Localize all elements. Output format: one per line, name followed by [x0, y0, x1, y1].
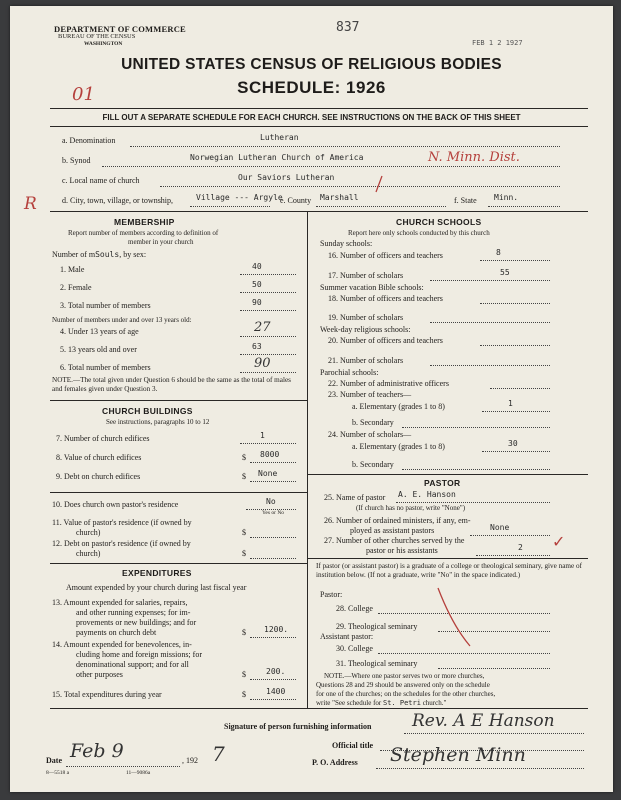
- q24b-label: b. Secondary: [352, 460, 394, 469]
- q13-line-4: payments on church debt: [76, 628, 157, 637]
- city-label: d. City, town, village, or township,: [62, 196, 174, 205]
- date-label: Date: [46, 756, 62, 765]
- q16-value: 8: [496, 248, 501, 257]
- membership-heading: MEMBERSHIP: [114, 217, 175, 227]
- q14-label: 14. Amount expended for benevolences, in-: [52, 640, 192, 649]
- q2-value: 50: [252, 280, 262, 289]
- margin-mark: 01: [72, 84, 95, 105]
- state-value: Minn.: [494, 193, 519, 202]
- membership-intro-2: member in your church: [128, 238, 194, 246]
- q24-label: 24. Number of scholars—: [328, 430, 412, 439]
- schedule-title: SCHEDULE: 1926: [237, 78, 386, 97]
- q9-value: None: [258, 469, 278, 478]
- year-prefix: , 192: [182, 756, 198, 765]
- q21-label: 21. Number of scholars: [328, 356, 404, 365]
- pastor-heading: PASTOR: [424, 478, 461, 488]
- weekday-schools-label: Week-day religious schools:: [320, 325, 411, 334]
- q13-label: 13. Amount expended for salaries, repairs,: [52, 598, 188, 607]
- q24a-label: a. Elementary (grades 1 to 8): [352, 442, 445, 451]
- red-tick-county: [372, 174, 386, 194]
- po-address-value: Stephen Minn: [390, 744, 526, 766]
- q14-dollar: $: [242, 670, 246, 679]
- schools-intro: Report here only schools conducted by this church: [348, 229, 490, 237]
- q1-value: 40: [252, 262, 262, 271]
- state-label: f. State: [454, 196, 477, 205]
- q26-label: 26. Number of ordained ministers, if any, em-: [324, 516, 471, 525]
- q5-label: 5. 13 years old and over: [60, 345, 137, 354]
- year-digit: 7: [212, 742, 225, 766]
- city-name: WASHINGTON: [84, 41, 123, 47]
- q22-label: 22. Number of administrative officers: [328, 379, 449, 388]
- q27-value: 2: [518, 543, 523, 552]
- synod-value: Norwegian Lutheran Church of America: [190, 153, 364, 162]
- q25-value: A. E. Hanson: [398, 490, 456, 499]
- census-schedule-page: DEPARTMENT OF COMMERCE BUREAU OF THE CENSUS WASHINGTON 837 FEB 1 2 1927 UNITED STATES CENSUS OF RELIGIOUS BODIES SCHEDULE: 1926 01 R FILL OUT A SEPARATE SCHEDULE FOR EACH CHURCH. SEE INSTRUCTIONS ON THE BACK OF THIS SHEET a. Denomination Lutheran b. Synod Norwegian Lutheran Church of America N. Minn. Dist. c. Local name of church Our Saviors Lutheran d. City, town, village, or township, Village --- Argyle e. County Marshall f. State Minn. MEMBERSHIP Report number of members according to definition of member in your church Number of mSouls, by sex: 1. Male 40 2. Female 50 3. Total number of members 90 Number of members under and over 13 years old: 4. Under 13 years of age 27 5. 13 years old and over 63 6. Total number of members 90 NOTE.—The total given under Question 6 should be the same as the total of males and females given under Question 3. CHURCH BUILDINGS See instructions, paragraphs 10 to 12 7. Number of church edifices 1 8. Value of church edifices $ 8000 9. Debt on church edifices $ None 10. Does church own pastor's residence No Yes or No 11. Value of pastor's residence (if owned by church) $ 12. Debt on pastor's residence (if owned by church) $ EXPENDITURES Amount expended by your church during last fiscal year 13. Amount expended for salaries, repairs, and other running expenses; for im- provements or new buildings; and for payments on church debt $ 1200. 14. Amount expended for benevolences, in- cluding home and foreign missions; for denominational support; and for all other purposes $ 200. 15. Total expenditures during year $ 1400 CHURCH SCHOOLS Report here only schools conducted by this church Sunday schools: 16. Number of officers and teachers 8 17. Number of scholars 55 Summer vacation Bible schools: 18. Number of officers and teachers 19. Number of scholars Week-day religious schools: 20. Number of officers and teachers 21. Number of scholars Parochial schools: 22. Number of administrative officers 23. Number of teachers— a. Elementary (grades 1 to 8) 1 b. Secondary 24. Number of scholars— a. Elementary (grades 1 to 8) 30 b. Secondary PASTOR 25. Name of pastor A. E. Hanson (If church has no pastor, write "None") 26. Number of ordained ministers, if any, em- ployed as assistant pastors None 27. Number of other churches served by the pastor or his assistants 2 ✓ If pastor (or assistant pastor) is a graduate of a college or theological seminary, give name of institution below. (If not a graduate, write "No" in the space indicated.) Pastor: 28. College 29. Theological seminary Assistant pastor: 30. College 31. Theological seminary NOTE.—Where one pastor serves two or more churches, Questions 28 and 29 should be answered only on the schedule for one of the churches; on the schedules for the other churches, write "See schedule for St. Petri church." Signature of person furnishing information Rev. A E Hanson Official title Date Feb 9 , 192 7 P. O. Address Stephen Minn 8—5518 a 11—9086a: [10, 6, 613, 792]
- pastor-edu-label: Pastor:: [320, 590, 343, 599]
- by-sex-post: , by sex:: [119, 250, 147, 259]
- q18-label: 18. Number of officers and teachers: [328, 294, 443, 303]
- margin-mark-r: R: [24, 194, 37, 214]
- stamp-number: 837: [336, 20, 360, 35]
- q25-hint: (If church has no pastor, write "None"): [356, 504, 466, 512]
- red-pen-stroke: [430, 584, 480, 654]
- q16-label: 16. Number of officers and teachers: [328, 251, 443, 260]
- instruction-line: FILL OUT A SEPARATE SCHEDULE FOR EACH CHURCH. SEE INSTRUCTIONS ON THE BACK OF THIS SHEET: [102, 113, 521, 122]
- pastor-note-2: Questions 28 and 29 should be answered only on the schedule: [316, 681, 490, 689]
- q23b-label: b. Secondary: [352, 418, 394, 427]
- received-stamp-date: FEB 1 2 1927: [472, 39, 523, 47]
- q23-label: 23. Number of teachers—: [328, 390, 412, 399]
- q9-label: 9. Debt on church edifices: [56, 472, 141, 481]
- q9-dollar: $: [242, 472, 246, 481]
- by-sex-pre: Number of m: [52, 250, 96, 259]
- by-sex-typed: Souls: [95, 250, 120, 259]
- q20-label: 20. Number of officers and teachers: [328, 336, 443, 345]
- schools-heading: CHURCH SCHOOLS: [396, 217, 482, 227]
- county-label: e. County: [280, 196, 312, 205]
- q27-line-2: pastor or his assistants: [366, 546, 438, 555]
- q23a-value: 1: [508, 399, 513, 408]
- department-name: DEPARTMENT OF COMMERCE: [54, 24, 186, 34]
- county-value: Marshall: [320, 193, 359, 202]
- membership-note: NOTE.—The total given under Question 6 should be the same as the total of males and females given under Question 3.: [52, 376, 291, 393]
- sunday-schools-label: Sunday schools:: [320, 239, 373, 248]
- asst-edu-label: Assistant pastor:: [320, 632, 374, 641]
- q5-value: 63: [252, 342, 262, 351]
- form-title: UNITED STATES CENSUS OF RELIGIOUS BODIES: [121, 56, 502, 73]
- po-address-label: P. O. Address: [312, 758, 358, 767]
- q13-line-2: and other running expenses; for im-: [76, 608, 191, 617]
- q24a-value: 30: [508, 439, 518, 448]
- q1-label: 1. Male: [60, 265, 85, 274]
- q14-line-4: other purposes: [76, 670, 123, 679]
- date-value: Feb 9: [70, 740, 124, 762]
- q11-dollar: $: [242, 528, 246, 537]
- q10-label: 10. Does church own pastor's residence: [52, 500, 179, 509]
- q27-label: 27. Number of other churches served by the: [324, 536, 465, 545]
- q14-line-3: denominational support; and for all: [76, 660, 189, 669]
- q11-label: 11. Value of pastor's residence (if owned by: [52, 518, 192, 527]
- q25-label: 25. Name of pastor: [324, 493, 386, 502]
- q10-value: No: [266, 497, 276, 506]
- q11-label-2: church): [76, 528, 101, 537]
- q7-label: 7. Number of church edifices: [56, 434, 150, 443]
- q2-label: 2. Female: [60, 283, 92, 292]
- q28-label: 28. College: [336, 604, 373, 613]
- expenditures-heading: EXPENDITURES: [122, 568, 192, 578]
- q4-value: 27: [254, 320, 271, 335]
- official-title-label: Official title: [332, 741, 374, 750]
- city-value: Village --- Argyle: [196, 193, 283, 202]
- expenditures-intro: Amount expended by your church during last fiscal year: [66, 583, 247, 592]
- q14-line-2: cluding home and foreign missions; for: [76, 650, 202, 659]
- q3-label: 3. Total number of members: [60, 301, 151, 310]
- q23a-label: a. Elementary (grades 1 to 8): [352, 402, 445, 411]
- signature-value: Rev. A E Hanson: [412, 711, 555, 731]
- parochial-schools-label: Parochial schools:: [320, 368, 379, 377]
- buildings-heading: CHURCH BUILDINGS: [102, 406, 193, 416]
- q12-label: 12. Debt on pastor's residence (if owned by: [52, 539, 191, 548]
- age-intro: Number of members under and over 13 years old:: [52, 316, 192, 324]
- form-number: 8—5518 a: [46, 770, 70, 776]
- q17-label: 17. Number of scholars: [328, 271, 404, 280]
- pastor-note-4-post: church.": [422, 699, 447, 707]
- denomination-value: Lutheran: [260, 133, 299, 142]
- q17-value: 55: [500, 268, 510, 277]
- q19-label: 19. Number of scholars: [328, 313, 404, 322]
- q7-value: 1: [260, 431, 265, 440]
- q29-label: 29. Theological seminary: [336, 622, 418, 631]
- q8-label: 8. Value of church edifices: [56, 453, 142, 462]
- q30-label: 30. College: [336, 644, 373, 653]
- q10-hint: Yes or No: [262, 510, 285, 516]
- graduate-note: If pastor (or assistant pastor) is a graduate of a college or theological seminary, give name of institution below. (If not a graduate, write "No" in the space indicated.): [316, 562, 582, 579]
- q12-dollar: $: [242, 549, 246, 558]
- q4-label: 4. Under 13 years of age: [60, 327, 139, 336]
- q8-dollar: $: [242, 453, 246, 462]
- denomination-label: a. Denomination: [62, 136, 116, 145]
- bureau-name: BUREAU OF THE CENSUS: [58, 33, 136, 40]
- church-name-value: Our Saviors Lutheran: [238, 173, 335, 182]
- pastor-note-4-pre: write "See schedule for: [316, 699, 382, 707]
- q8-value: 8000: [260, 450, 280, 459]
- church-name-label: c. Local name of church: [62, 176, 140, 185]
- q15-dollar: $: [242, 690, 246, 699]
- membership-intro-1: Report number of members according to definition of: [68, 229, 219, 237]
- q14-value: 200.: [266, 667, 286, 676]
- q13-dollar: $: [242, 628, 246, 637]
- q15-value: 1400: [266, 687, 286, 696]
- q12-label-2: church): [76, 549, 101, 558]
- pastor-note-1: NOTE.—Where one pastor serves two or more churches,: [324, 672, 485, 680]
- synod-annotation: N. Minn. Dist.: [428, 150, 520, 165]
- q6-value: 90: [254, 356, 271, 371]
- q3-value: 90: [252, 298, 262, 307]
- print-number: 11—9086a: [126, 770, 151, 776]
- q15-label: 15. Total expenditures during year: [52, 690, 162, 699]
- signature-label: Signature of person furnishing information: [224, 722, 372, 731]
- q13-line-3: provements or new buildings; and for: [76, 618, 197, 627]
- q13-value: 1200.: [264, 625, 289, 634]
- synod-label: b. Synod: [62, 156, 91, 165]
- q26-value: None: [490, 523, 510, 532]
- pastor-note-3: for one of the churches; on the schedules for the other churches,: [316, 690, 496, 698]
- summer-schools-label: Summer vacation Bible schools:: [320, 283, 424, 292]
- q6-label: 6. Total number of members: [60, 363, 151, 372]
- q31-label: 31. Theological seminary: [336, 659, 418, 668]
- buildings-subtitle: See instructions, paragraphs 10 to 12: [106, 418, 210, 426]
- see-schedule-church: St. Petri: [383, 699, 421, 707]
- q26-line-2: ployed as assistant pastors: [350, 526, 435, 535]
